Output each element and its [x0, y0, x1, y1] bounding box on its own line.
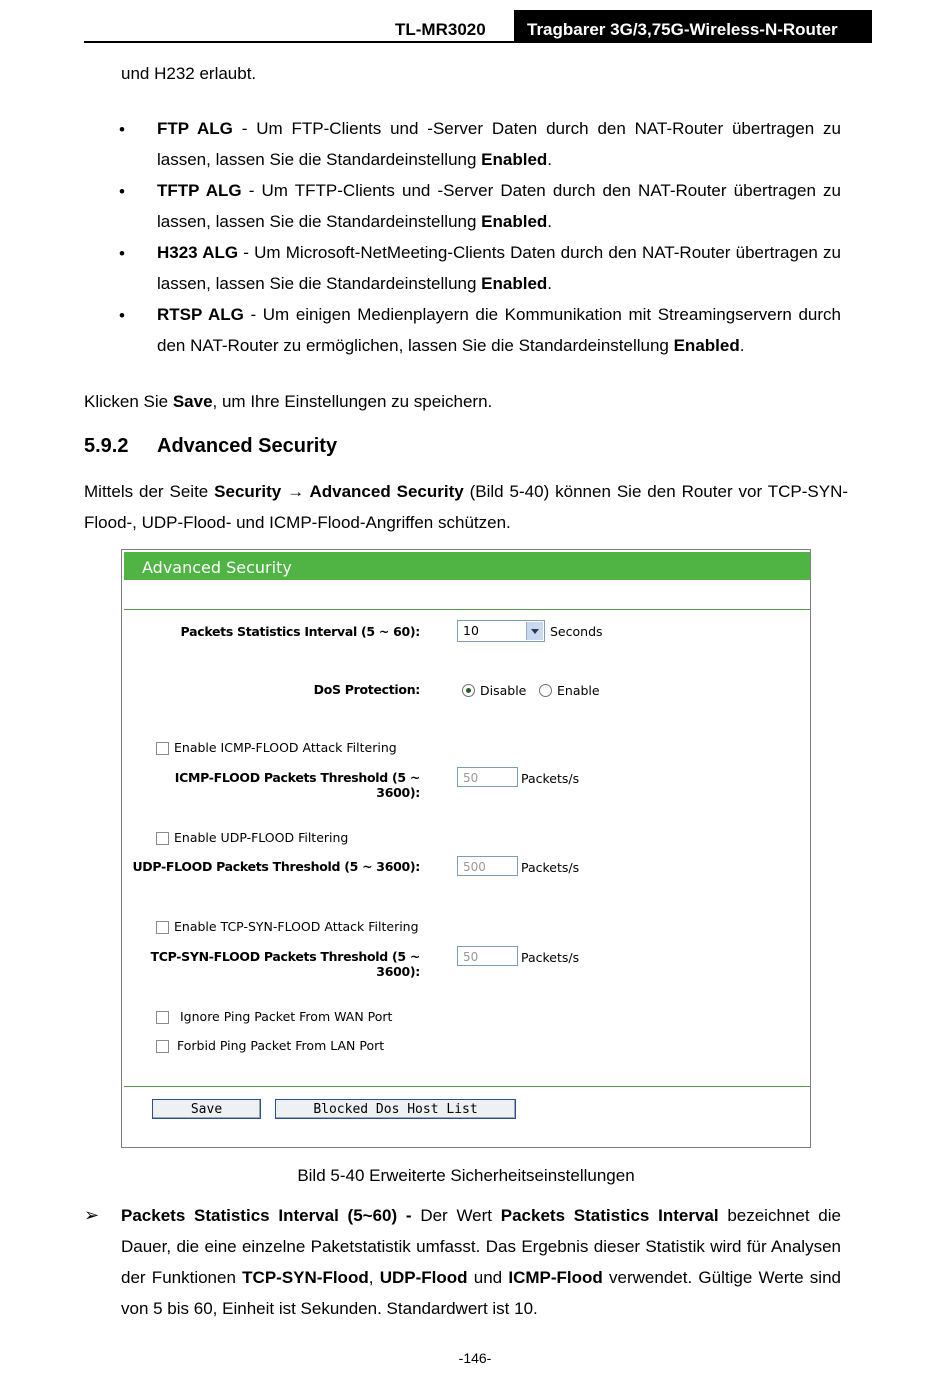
- bullet-icon: •: [119, 306, 125, 325]
- list-item-tftp: TFTP ALG - Um TFTP-Clients und -Server Daten durch den NAT-Router übertragen zu lassen, lassen Sie die Standardeinstellung Enabled.: [157, 181, 841, 231]
- header-title: Tragbarer 3G/3,75G-Wireless-N-Router: [527, 20, 838, 39]
- forbid-ping-lan-label: Forbid Ping Packet From LAN Port: [177, 1038, 385, 1053]
- icmp-filter-checkbox[interactable]: [156, 742, 169, 755]
- tcp-filter-checkbox[interactable]: [156, 921, 169, 934]
- udp-threshold-input[interactable]: 500: [457, 856, 518, 876]
- tcp-threshold-label: TCP-SYN-FLOOD Packets Threshold (5 ~ 3600):: [150, 949, 420, 979]
- tcp-unit: Packets/s: [521, 950, 580, 965]
- ignore-ping-wan-label: Ignore Ping Packet From WAN Port: [180, 1009, 393, 1024]
- list-item-ftp: FTP ALG - Um FTP-Clients und -Server Daten durch den NAT-Router übertragen zu lassen, lassen Sie die Standardeinstellung Enabled.: [157, 119, 841, 169]
- section-intro: Mittels der Seite Security → Advanced Security (Bild 5-40) können Sie den Router vor TCP-SYN-Flood-, UDP-Flood- und ICMP-Flood-Angriffen schützen.: [84, 482, 849, 532]
- icmp-filter-label: Enable ICMP-FLOOD Attack Filtering: [174, 740, 397, 755]
- page-number: -146-: [458, 1350, 492, 1366]
- interval-label: Packets Statistics Interval (5 ~ 60):: [180, 624, 420, 639]
- section-number: 5.9.2: [84, 435, 129, 457]
- icmp-threshold-label: ICMP-FLOOD Packets Threshold (5 ~ 3600):: [174, 770, 420, 800]
- intro-text: und H232 erlaubt.: [121, 64, 257, 83]
- bullet-icon: •: [119, 120, 125, 139]
- interval-description: Packets Statistics Interval (5~60) - Der Wert Packets Statistics Interval bezeichnet die Dauer, die eine einzelne Paketstatistik umfasst. Das Ergebnis dieser Statistik wird für Analysen der Funktionen TCP-SYN-Flood, UDP-Flood und ICMP-Flood verwendet. Gültige Werte sind von 5 bis 60, Einheit ist Sekunden. Standardwert ist 10.: [121, 1206, 841, 1318]
- list-item-h323: H323 ALG - Um Microsoft-NetMeeting-Clients Daten durch den NAT-Router übertragen zu lassen, lassen Sie die Standardeinstellung Enabled.: [157, 243, 842, 293]
- udp-unit: Packets/s: [521, 860, 580, 875]
- icmp-unit: Packets/s: [521, 771, 580, 786]
- dos-enable-radio[interactable]: [539, 684, 552, 697]
- bullet-icon: •: [119, 244, 125, 263]
- header-model: TL-MR3020: [395, 20, 486, 39]
- panel-divider-top: [124, 609, 810, 610]
- dos-label: DoS Protection:: [313, 682, 420, 697]
- chevron-down-icon[interactable]: [526, 622, 543, 640]
- udp-threshold-label: UDP-FLOOD Packets Threshold (5 ~ 3600):: [132, 859, 420, 874]
- arrow-bullet-icon: ➢: [84, 1205, 100, 1225]
- udp-filter-checkbox[interactable]: [156, 832, 169, 845]
- bullet-icon: •: [119, 182, 125, 201]
- udp-filter-label: Enable UDP-FLOOD Filtering: [174, 830, 349, 845]
- interval-value: 10: [463, 623, 479, 638]
- header-rule: [84, 41, 872, 43]
- dos-disable-radio[interactable]: [462, 684, 475, 697]
- panel-divider-bottom: [124, 1086, 810, 1087]
- dos-disable-label: Disable: [480, 683, 527, 698]
- icmp-threshold-input[interactable]: 50: [457, 767, 518, 787]
- interval-unit: Seconds: [550, 624, 603, 639]
- panel-title: Advanced Security: [142, 558, 292, 577]
- list-item-rtsp: RTSP ALG - Um einigen Medienplayern die Kommunikation mit Streamingservern durch den NAT-Router zu ermöglichen, lassen Sie die Standardeinstellung Enabled.: [157, 305, 842, 355]
- tcp-filter-label: Enable TCP-SYN-FLOOD Attack Filtering: [174, 919, 419, 934]
- forbid-ping-lan-checkbox[interactable]: [156, 1040, 169, 1053]
- interval-select[interactable]: [457, 620, 545, 642]
- section-title: Advanced Security: [157, 435, 338, 457]
- panel-title-bar: [124, 552, 810, 580]
- dos-enable-label: Enable: [557, 683, 600, 698]
- save-note: Klicken Sie Save, um Ihre Einstellungen zu speichern.: [84, 392, 493, 411]
- advanced-security-screenshot: [121, 549, 811, 1148]
- blocked-dos-host-list-button[interactable]: Blocked Dos Host List: [275, 1099, 516, 1119]
- ignore-ping-wan-checkbox[interactable]: [156, 1011, 169, 1024]
- tcp-threshold-input[interactable]: 50: [457, 946, 518, 966]
- save-button[interactable]: Save: [152, 1099, 261, 1119]
- figure-caption: Bild 5-40 Erweiterte Sicherheitseinstellungen: [297, 1166, 635, 1185]
